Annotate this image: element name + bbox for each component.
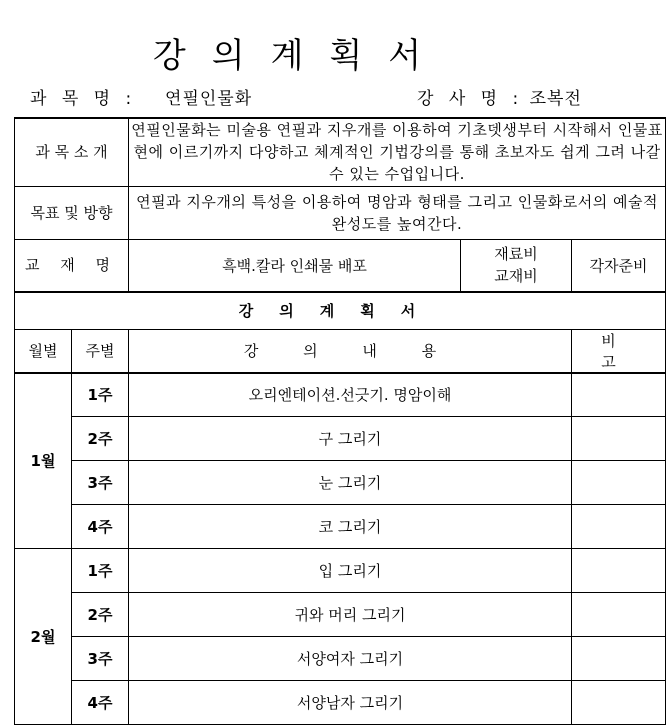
content-cell: 서양여자 그리기 xyxy=(129,637,572,681)
week-cell: 4주 xyxy=(72,681,129,725)
note-cell xyxy=(572,681,666,725)
subject-line xyxy=(30,84,252,109)
note-cell xyxy=(572,417,666,461)
week-cell: 3주 xyxy=(72,637,129,681)
intro-row xyxy=(15,118,666,186)
col-header-week: 주별 xyxy=(72,329,129,373)
table-row xyxy=(15,505,666,549)
content-cell: 입 그리기 xyxy=(129,549,572,593)
table-row xyxy=(15,637,666,681)
note-cell xyxy=(572,461,666,505)
note-cell xyxy=(572,593,666,637)
section-title-row xyxy=(15,292,666,329)
week-cell: 3주 xyxy=(72,461,129,505)
table-row xyxy=(15,549,666,593)
col-header-note: 비 고 xyxy=(572,329,666,373)
content-cell: 구 그리기 xyxy=(129,417,572,461)
goal-text: 연필과 지우개의 특성을 이용하여 명암과 형태를 그리고 인물화로서의 예술적 완성도를 높여간다. xyxy=(129,186,666,239)
content-cell: 오리엔테이션.선긋기. 명암이해 xyxy=(129,373,572,417)
cost-label-material: 재료비 xyxy=(494,245,538,264)
content-cell: 귀와 머리 그리기 xyxy=(129,593,572,637)
content-cell: 서양남자 그리기 xyxy=(129,681,572,725)
teacher-line xyxy=(417,84,582,109)
table-row xyxy=(15,681,666,725)
col-header-content: 강 의 내 용 xyxy=(129,329,572,373)
week-cell: 4주 xyxy=(72,505,129,549)
material-row xyxy=(15,239,666,292)
table-row xyxy=(15,461,666,505)
col-header-month: 월별 xyxy=(15,329,72,373)
note-cell xyxy=(572,505,666,549)
intro-label: 과 목 소 개 xyxy=(15,118,129,186)
week-cell: 1주 xyxy=(72,549,129,593)
content-cell: 코 그리기 xyxy=(129,505,572,549)
table-row xyxy=(15,593,666,637)
section-title: 강의계획서 xyxy=(15,292,666,329)
note-cell xyxy=(572,373,666,417)
week-cell: 2주 xyxy=(72,593,129,637)
goal-row xyxy=(15,186,666,239)
month-cell: 2월 xyxy=(15,549,72,725)
column-header-row xyxy=(15,329,666,373)
month-cell: 1월 xyxy=(15,373,72,549)
content-cell: 눈 그리기 xyxy=(129,461,572,505)
note-cell xyxy=(572,549,666,593)
material-label: 교 재 명 xyxy=(15,239,129,292)
cost-labels xyxy=(461,239,572,292)
week-cell: 1주 xyxy=(72,373,129,417)
note-cell xyxy=(572,637,666,681)
table-row xyxy=(15,373,666,417)
table-row xyxy=(15,417,666,461)
teacher-value: 조복전 xyxy=(529,89,582,109)
intro-text: 연필인물화는 미술용 연필과 지우개를 이용하여 기초뎃생부터 시작해서 인물표현에 이르기까지 다양하고 체계적인 기법강의를 통해 초보자도 쉽게 그려 나갈 수 있는 수업입니다. xyxy=(129,118,666,186)
subject-label: 과 목 명 : xyxy=(30,89,137,109)
syllabus-table xyxy=(14,117,666,725)
week-cell: 2주 xyxy=(72,417,129,461)
subject-value: 연필인물화 xyxy=(165,89,253,109)
cost-label-textbook: 교재비 xyxy=(494,267,538,286)
document-title: 강의계획서 xyxy=(152,36,448,76)
material-value: 흑백.칼라 인쇄물 배포 xyxy=(129,239,461,292)
goal-label: 목표 및 방향 xyxy=(15,186,129,239)
cost-value: 각자준비 xyxy=(572,239,666,292)
teacher-label: 강 사 명 : xyxy=(417,89,524,109)
